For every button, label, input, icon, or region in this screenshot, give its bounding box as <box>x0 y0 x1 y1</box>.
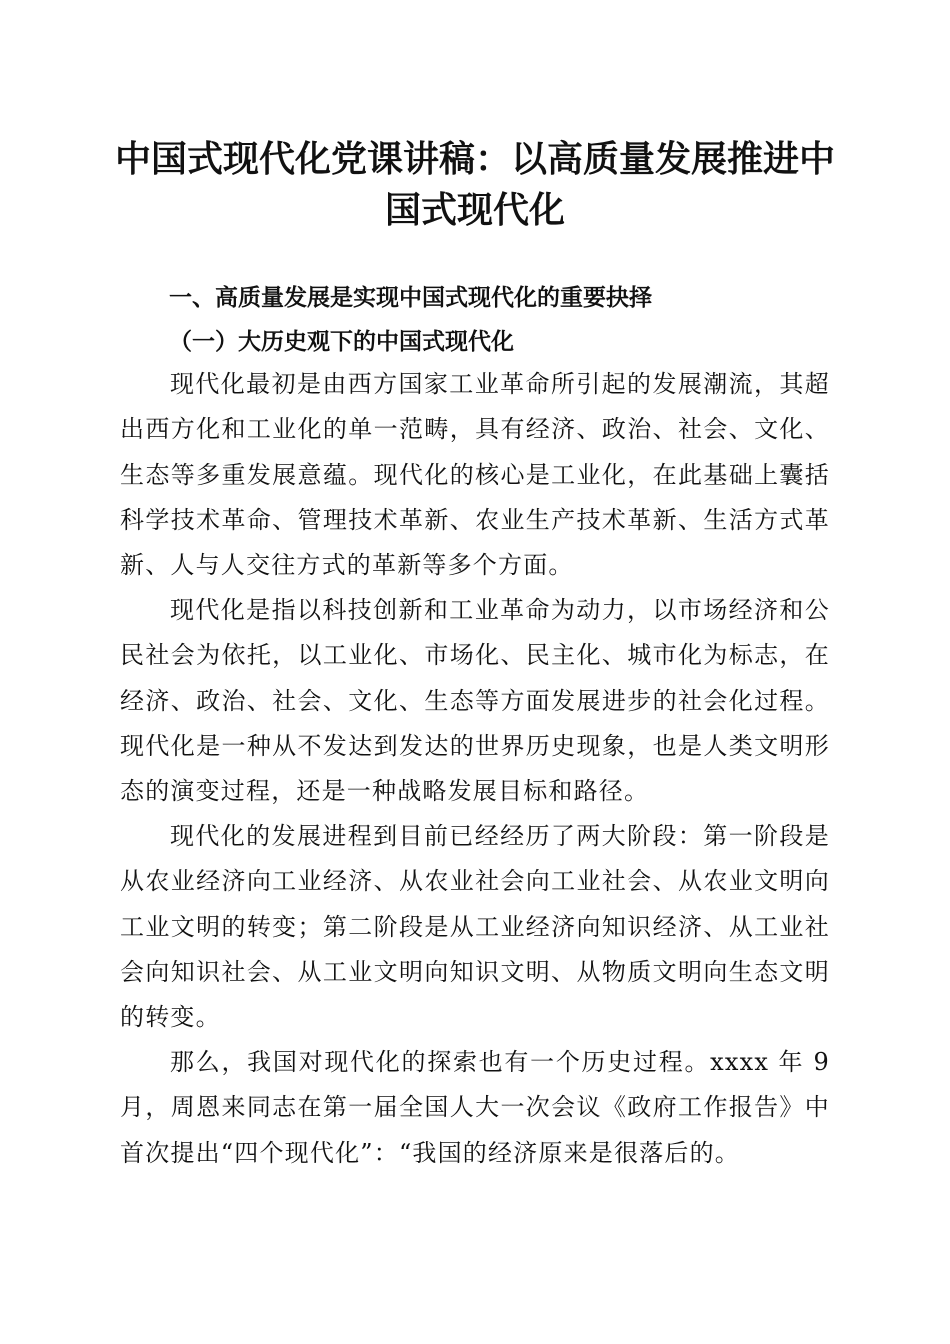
body-paragraph: 现代化最初是由西方国家工业革命所引起的发展潮流，其超出西方化和工业化的单一范畴，具有经济、政治、社会、文化、生态等多重发展意蕴。现代化的核心是工业化，在此基础上囊括科学技术革命、管理技术革新、农业生产技术革新、生活方式革新、人与人交往方式的革新等多个方面。 <box>120 370 830 580</box>
body-paragraph: 现代化是指以科技创新和工业革命为动力，以市场经济和公民社会为依托，以工业化、市场化、民主化、城市化为标志，在经济、政治、社会、文化、生态等方面发展进步的社会化过程。现代化是一种从不发达到发达的世界历史现象，也是人类文明形态的演变过程，还是一种战略发展目标和路径。 <box>120 596 830 806</box>
document-title: 中国式现代化党课讲稿：以高质量发展推进中国式现代化 <box>114 138 835 231</box>
subsection-heading: （一）大历史观下的中国式现代化 <box>169 328 514 355</box>
body-paragraph: 那么，我国对现代化的探索也有一个历史过程。xxxx 年 9 月，周恩来同志在第一届全国人大一次会议《政府工作报告》中首次提出“四个现代化”：“我国的经济原来是很落后的。 <box>120 1048 830 1167</box>
body-paragraph: 现代化的发展进程到目前已经经历了两大阶段：第一阶段是从农业经济向工业经济、从农业社会向工业社会、从农业文明向工业文明的转变；第二阶段是从工业经济向知识经济、从工业社会向知识社会、从工业文明向知识文明、从物质文明向生态文明的转变。 <box>120 822 830 1032</box>
section-heading: 一、高质量发展是实现中国式现代化的重要抉择 <box>169 285 652 311</box>
